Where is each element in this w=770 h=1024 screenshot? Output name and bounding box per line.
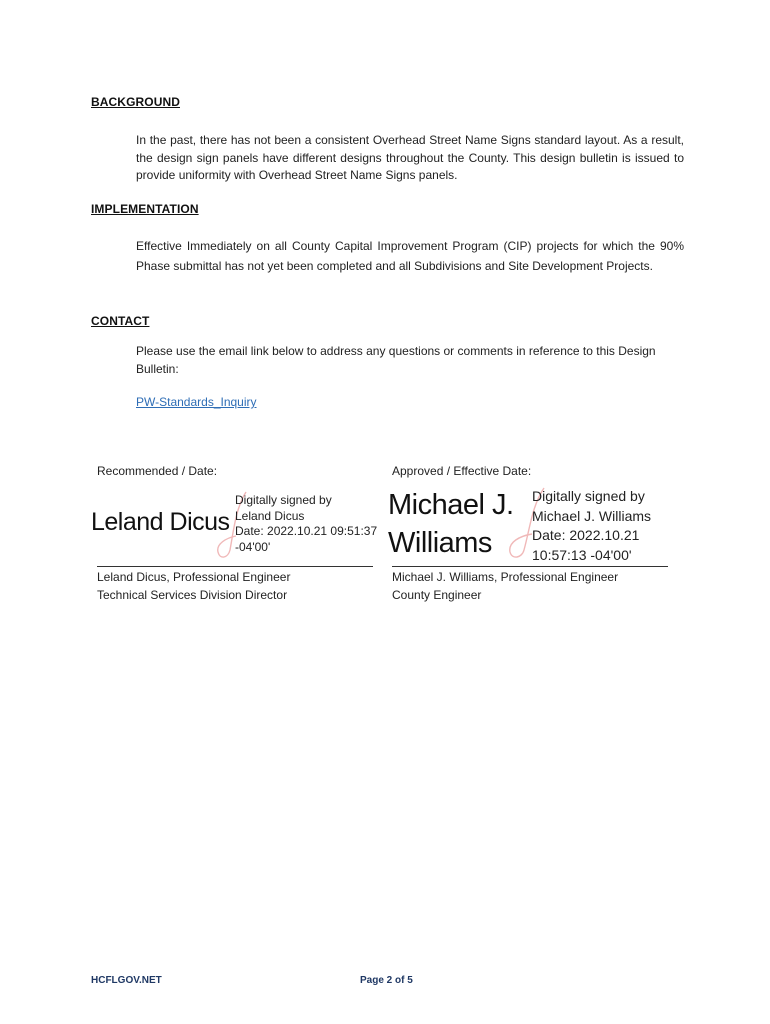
left-signer-position: Technical Services Division Director bbox=[97, 587, 288, 602]
left-detail-line: Date: 2022.10.21 09:51:37 bbox=[235, 524, 378, 539]
left-signer-title: Leland Dicus, Professional Engineer bbox=[97, 570, 291, 584]
right-signer-name-line: Williams bbox=[388, 527, 492, 559]
right-signer-name-line: Michael J. bbox=[388, 489, 514, 521]
left-signature-details bbox=[235, 493, 377, 555]
implementation-heading: IMPLEMENTATION bbox=[91, 202, 199, 216]
left-signer-name: Leland Dicus bbox=[91, 508, 230, 536]
right-signer-position: County Engineer bbox=[392, 587, 482, 602]
contact-heading: CONTACT bbox=[91, 314, 150, 328]
contact-text: Please use the email link below to address any questions or comments in reference to this Design Bulletin: bbox=[136, 344, 656, 376]
right-detail-line: Date: 2022.10.21 bbox=[532, 527, 640, 543]
email-link[interactable]: PW-Standards_Inquiry bbox=[136, 395, 257, 409]
left-signer-block bbox=[97, 569, 290, 604]
left-detail-line: Digitally signed by bbox=[235, 493, 332, 507]
implementation-text: Effective Immediately on all County Capital Improvement Program (CIP) projects for which the 90% Phase submittal has not yet been completed and all Subdivisions and Site Development Projects. bbox=[136, 239, 684, 273]
right-signer-name bbox=[388, 486, 514, 562]
footer-website: HCFLGOV.NET bbox=[91, 975, 162, 986]
footer-page-number: Page 2 of 5 bbox=[360, 975, 413, 986]
right-detail-line: Michael J. Williams bbox=[532, 507, 652, 524]
approved-caption: Approved / Effective Date: bbox=[392, 464, 532, 478]
right-signer-block bbox=[392, 569, 618, 604]
recommended-caption: Recommended / Date: bbox=[97, 464, 218, 478]
right-signature-line bbox=[392, 566, 668, 567]
right-detail-line: 10:57:13 -04'00' bbox=[532, 546, 632, 563]
left-detail-line: -04'00' bbox=[235, 539, 271, 554]
left-detail-line: Leland Dicus bbox=[235, 508, 305, 523]
right-signer-title: Michael J. Williams, Professional Engineer bbox=[392, 570, 619, 584]
background-text: In the past, there has not been a consistent Overhead Street Name Signs standard layout. As a result, the design sign panels have different designs throughout the County. This design bulletin is issued to provide uniformity with Overhead Street Name Signs panels. bbox=[136, 133, 684, 182]
left-signature-line bbox=[97, 566, 373, 567]
right-detail-line: Digitally signed by bbox=[532, 488, 645, 504]
background-heading: BACKGROUND bbox=[91, 95, 180, 109]
right-signature-details bbox=[532, 487, 651, 565]
